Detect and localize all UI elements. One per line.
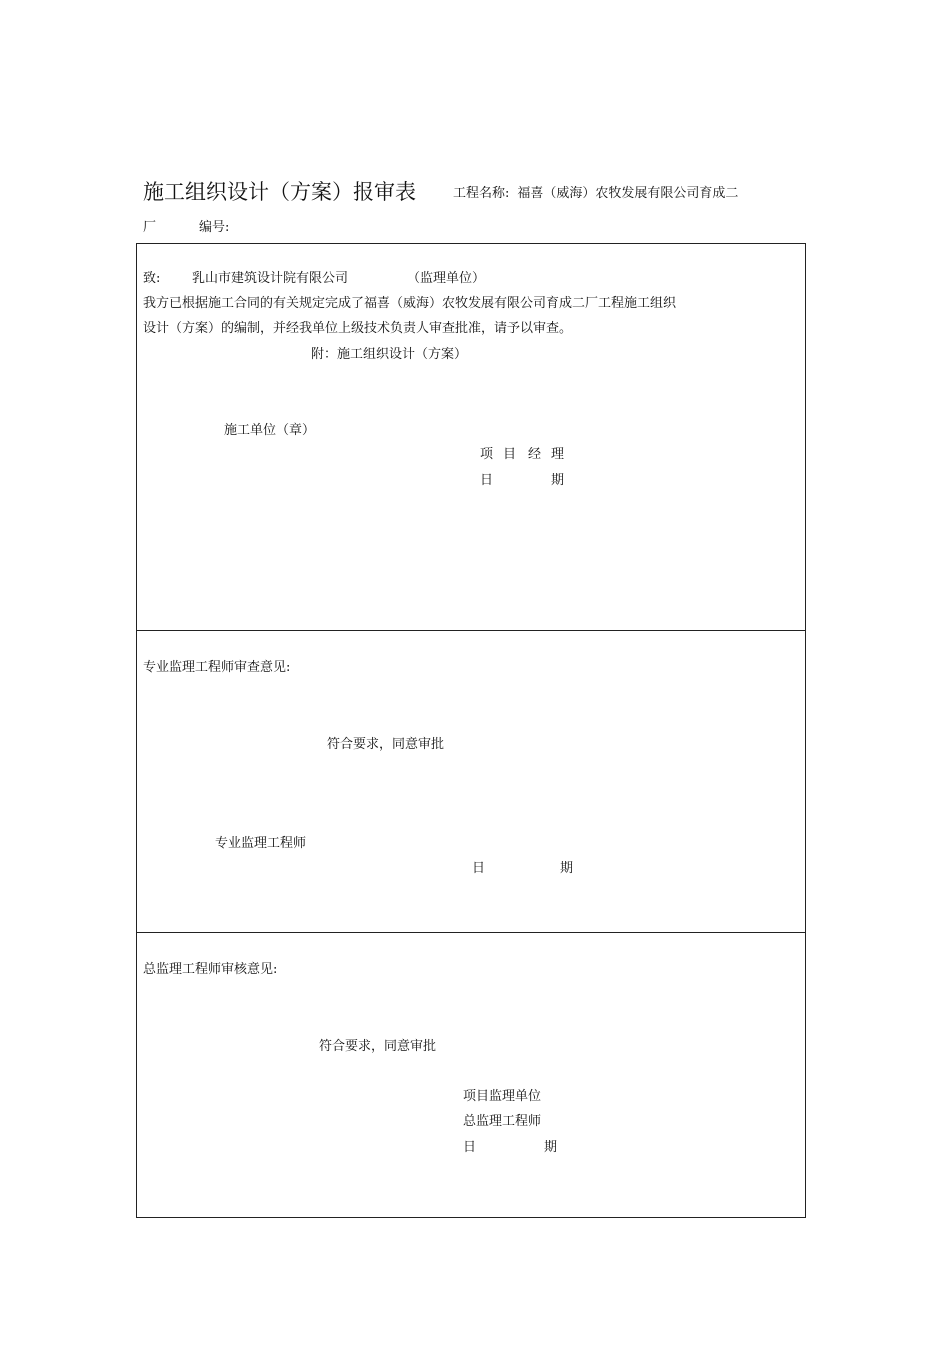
project-manager-char-3: 经 [528, 447, 542, 462]
specialist-engineer-label: 专业监理工程师 [215, 836, 307, 851]
specialist-opinion: 符合要求，同意审批 [327, 737, 445, 752]
section-divider-1 [136, 630, 806, 631]
submission-text-line-1: 我方已根据施工合同的有关规定完成了福喜（威海）农牧发展有限公司育成二厂工程施工组织 [143, 296, 677, 311]
chief-date-char-2: 期 [544, 1140, 558, 1155]
serial-number-label: 编号: [199, 220, 230, 235]
chief-opinion: 符合要求，同意审批 [319, 1039, 437, 1054]
attachment-note: 附：施工组织设计（方案） [311, 347, 468, 362]
supervision-unit-role: （监理单位） [407, 271, 486, 286]
chief-engineer-label: 总监理工程师 [463, 1114, 542, 1129]
project-name-line [453, 185, 738, 203]
chief-review-heading: 总监理工程师审核意见: [143, 962, 278, 977]
specialist-date-char-2: 期 [560, 861, 574, 876]
specialist-review-heading: 专业监理工程师审查意见: [143, 660, 291, 675]
project-label: 工程名称: [453, 186, 510, 201]
project-name-continuation: 厂 [143, 220, 157, 235]
addressee-label: 致: [143, 271, 161, 286]
date-label-char-2: 期 [551, 473, 565, 488]
supervision-unit-name: 乳山市建筑设计院有限公司 [192, 271, 349, 286]
project-name: 福喜（威海）农牧发展有限公司育成二 [517, 186, 739, 201]
chief-date-char-1: 日 [463, 1140, 477, 1155]
section-divider-2 [136, 932, 806, 933]
project-manager-char-4: 理 [551, 447, 565, 462]
submission-text-line-2: 设计（方案）的编制，并经我单位上级技术负责人审查批准，请予以审查。 [143, 321, 573, 336]
project-supervision-unit-label: 项目监理单位 [463, 1089, 542, 1104]
project-manager-char-1: 项 [480, 447, 494, 462]
form-title: 施工组织设计（方案）报审表 [143, 180, 416, 204]
form-table [136, 243, 806, 1218]
project-manager-char-2: 目 [503, 447, 517, 462]
specialist-date-char-1: 日 [472, 861, 486, 876]
date-label-char-1: 日 [480, 473, 494, 488]
contractor-seal-label: 施工单位（章） [224, 423, 316, 438]
